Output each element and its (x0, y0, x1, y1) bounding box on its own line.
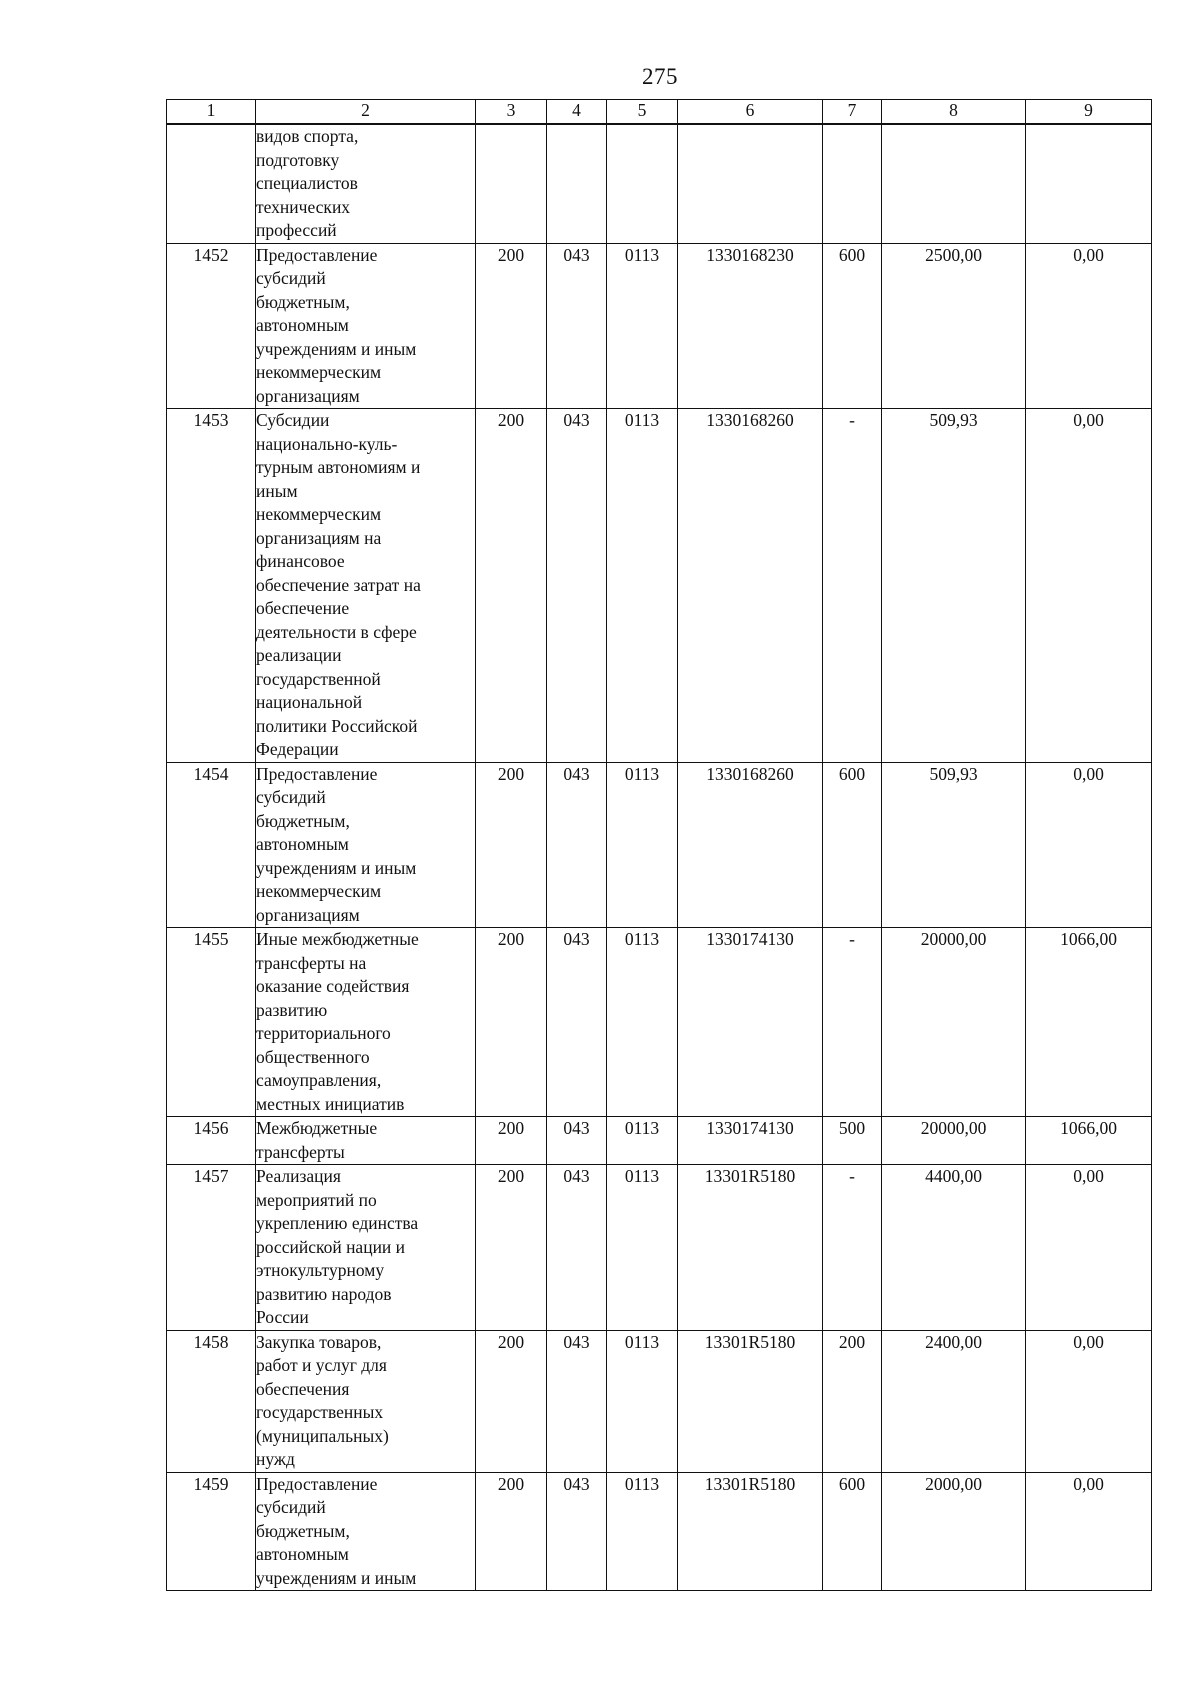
description-line: самоуправления, (256, 1070, 382, 1090)
table-row (167, 124, 1152, 243)
row-col-3: 200 (476, 1117, 547, 1165)
row-description (256, 1330, 476, 1472)
description-line: этнокультурному (256, 1260, 385, 1280)
row-col-8 (882, 124, 1026, 243)
description-line: организациям на (256, 527, 382, 548)
table-row (167, 1165, 1152, 1331)
row-col-7: - (823, 1165, 882, 1331)
description-line: организациям (256, 385, 360, 406)
description-line: учреждениям и иным (256, 1567, 417, 1588)
description-line: автономным (256, 1544, 349, 1564)
row-col-7: - (823, 928, 882, 1117)
description-line: Предоставление (256, 244, 378, 265)
row-col-8: 4400,00 (882, 1165, 1026, 1331)
row-col-5 (607, 124, 678, 243)
row-col-5: 0113 (607, 1472, 678, 1591)
row-col-7: 600 (823, 762, 882, 928)
row-col-6: 1330174130 (678, 928, 823, 1117)
description-line: Субсидии (256, 410, 330, 430)
description-line: общественного (256, 1046, 370, 1067)
description-line: субсидий (256, 268, 326, 288)
description-line: Межбюджетные (256, 1118, 378, 1138)
row-col-6: 13301R5180 (678, 1472, 823, 1591)
row-col-6: 1330168260 (678, 409, 823, 763)
row-col-5: 0113 (607, 762, 678, 928)
row-description (256, 409, 476, 763)
row-number: 1454 (167, 762, 256, 928)
description-line: государственной (256, 668, 381, 689)
header-row (167, 100, 1152, 125)
row-col-9: 0,00 (1026, 1472, 1152, 1591)
row-number: 1458 (167, 1330, 256, 1472)
table-row (167, 409, 1152, 763)
table-row (167, 1330, 1152, 1472)
description-line: работ и услуг для (256, 1355, 387, 1375)
description-line: профессий (256, 220, 337, 240)
description-line: организациям (256, 904, 360, 925)
row-col-5: 0113 (607, 1330, 678, 1472)
row-col-8: 2500,00 (882, 243, 1026, 409)
description-line: Федерации (256, 739, 339, 759)
description-line: национальной (256, 692, 363, 712)
description-line: иным (256, 480, 298, 501)
description-line: России (256, 1307, 309, 1327)
row-col-9: 0,00 (1026, 243, 1152, 409)
row-col-7 (823, 124, 882, 243)
description-line: обеспечения (256, 1378, 350, 1399)
row-col-7: 600 (823, 243, 882, 409)
description-line: мероприятий по (256, 1189, 377, 1210)
row-col-7: 200 (823, 1330, 882, 1472)
row-col-6: 1330174130 (678, 1117, 823, 1165)
budget-table (166, 99, 1152, 1591)
row-col-3: 200 (476, 1472, 547, 1591)
description-line: нужд (256, 1449, 295, 1469)
header-col-4: 4 (547, 100, 607, 125)
description-line: оказание содействия (256, 976, 410, 996)
description-line: обеспечение (256, 598, 350, 618)
row-col-8: 509,93 (882, 409, 1026, 763)
description-line: бюджетным, (256, 1520, 350, 1541)
description-line: автономным (256, 315, 349, 335)
row-col-6: 13301R5180 (678, 1330, 823, 1472)
description-line: Предоставление (256, 1473, 378, 1494)
row-description (256, 124, 476, 243)
table-row (167, 243, 1152, 409)
description-line: субсидий (256, 1497, 326, 1517)
description-line: Предоставление (256, 763, 378, 784)
row-description (256, 1165, 476, 1331)
row-col-3: 200 (476, 1330, 547, 1472)
row-number: 1456 (167, 1117, 256, 1165)
description-line: подготовку (256, 149, 340, 170)
description-line: развитию народов (256, 1283, 392, 1304)
row-col-6 (678, 124, 823, 243)
row-col-6: 13301R5180 (678, 1165, 823, 1331)
row-col-4: 043 (547, 1117, 607, 1165)
description-line: деятельности в сфере (256, 621, 417, 642)
row-number: 1459 (167, 1472, 256, 1591)
header-col-3: 3 (476, 100, 547, 125)
description-line: некоммерческим (256, 504, 382, 524)
row-col-3: 200 (476, 1165, 547, 1331)
row-col-9: 0,00 (1026, 762, 1152, 928)
header-col-5: 5 (607, 100, 678, 125)
description-line: Реализация (256, 1166, 341, 1186)
row-col-4: 043 (547, 1165, 607, 1331)
row-col-8: 2000,00 (882, 1472, 1026, 1591)
row-number: 1453 (167, 409, 256, 763)
row-description (256, 1472, 476, 1591)
row-col-7: 500 (823, 1117, 882, 1165)
row-col-4 (547, 124, 607, 243)
row-number: 1457 (167, 1165, 256, 1331)
description-line: политики Российской (256, 715, 418, 736)
row-description (256, 1117, 476, 1165)
description-line: местных инициатив (256, 1093, 405, 1114)
row-col-3 (476, 124, 547, 243)
row-col-8: 2400,00 (882, 1330, 1026, 1472)
row-col-4: 043 (547, 243, 607, 409)
description-line: трансферты на (256, 952, 367, 973)
row-col-9: 1066,00 (1026, 1117, 1152, 1165)
row-col-6: 1330168230 (678, 243, 823, 409)
row-col-9: 1066,00 (1026, 928, 1152, 1117)
description-line: Иные межбюджетные (256, 929, 419, 949)
row-col-5: 0113 (607, 1117, 678, 1165)
row-col-8: 20000,00 (882, 1117, 1026, 1165)
table-row (167, 928, 1152, 1117)
row-col-4: 043 (547, 762, 607, 928)
table-row (167, 1117, 1152, 1165)
table-body (167, 124, 1152, 1591)
table-row (167, 1472, 1152, 1591)
description-line: некоммерческим (256, 881, 382, 901)
description-line: обеспечение затрат на (256, 574, 421, 595)
description-line: видов спорта, (256, 126, 359, 146)
row-col-3: 200 (476, 409, 547, 763)
row-col-5: 0113 (607, 243, 678, 409)
row-number: 1452 (167, 243, 256, 409)
description-line: автономным (256, 834, 349, 854)
description-line: государственных (256, 1402, 384, 1422)
row-col-5: 0113 (607, 928, 678, 1117)
row-col-8: 20000,00 (882, 928, 1026, 1117)
row-col-8: 509,93 (882, 762, 1026, 928)
description-line: учреждениям и иным (256, 338, 417, 359)
row-col-9: 0,00 (1026, 1165, 1152, 1331)
table-row (167, 762, 1152, 928)
row-col-6: 1330168260 (678, 762, 823, 928)
description-line: национально-куль- (256, 433, 398, 454)
row-description (256, 243, 476, 409)
description-line: технических (256, 196, 351, 217)
description-line: реализации (256, 645, 342, 665)
row-col-4: 043 (547, 409, 607, 763)
page-number: 275 (642, 64, 678, 89)
description-line: финансовое (256, 551, 345, 571)
row-description (256, 762, 476, 928)
row-col-3: 200 (476, 243, 547, 409)
description-line: субсидий (256, 787, 326, 807)
description-line: учреждениям и иным (256, 857, 417, 878)
row-col-9 (1026, 124, 1152, 243)
header-col-2: 2 (256, 100, 476, 125)
description-line: бюджетным, (256, 810, 350, 831)
row-col-7: - (823, 409, 882, 763)
description-line: территориального (256, 1023, 391, 1043)
row-col-5: 0113 (607, 409, 678, 763)
table-header (167, 100, 1152, 125)
row-col-9: 0,00 (1026, 409, 1152, 763)
description-line: трансферты (256, 1141, 345, 1162)
header-col-1: 1 (167, 100, 256, 125)
description-line: (муниципальных) (256, 1425, 389, 1446)
row-col-5: 0113 (607, 1165, 678, 1331)
row-description (256, 928, 476, 1117)
row-number (167, 124, 256, 243)
row-col-4: 043 (547, 928, 607, 1117)
description-line: российской нации и (256, 1236, 406, 1257)
header-col-6: 6 (678, 100, 823, 125)
description-line: Закупка товаров, (256, 1331, 382, 1352)
row-col-9: 0,00 (1026, 1330, 1152, 1472)
description-line: некоммерческим (256, 362, 382, 382)
row-number: 1455 (167, 928, 256, 1117)
row-col-4: 043 (547, 1472, 607, 1591)
description-line: укреплению единства (256, 1213, 419, 1233)
description-line: специалистов (256, 173, 358, 193)
row-col-3: 200 (476, 762, 547, 928)
description-line: развитию (256, 999, 328, 1020)
header-col-8: 8 (882, 100, 1026, 125)
header-col-7: 7 (823, 100, 882, 125)
description-line: бюджетным, (256, 291, 350, 312)
header-col-9: 9 (1026, 100, 1152, 125)
row-col-7: 600 (823, 1472, 882, 1591)
row-col-4: 043 (547, 1330, 607, 1472)
description-line: турным автономиям и (256, 457, 421, 477)
row-col-3: 200 (476, 928, 547, 1117)
